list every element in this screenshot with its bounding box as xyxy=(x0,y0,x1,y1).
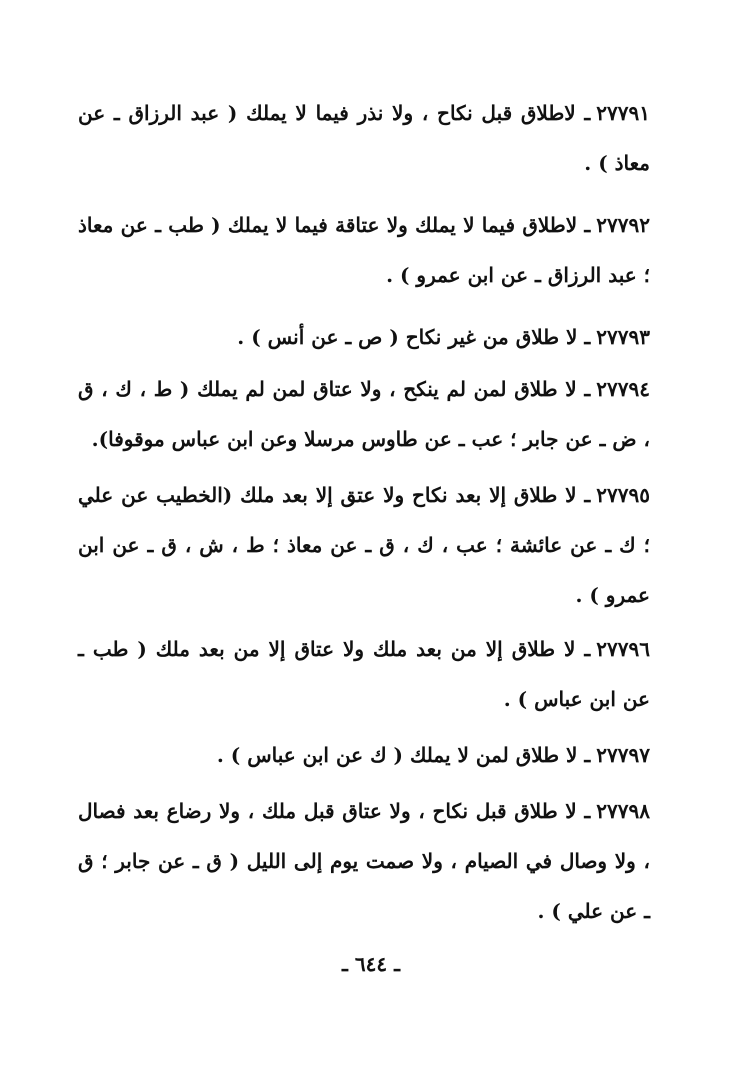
hadith-text: ـ لا طلاق قبل نكاح ، ولا عتاق قبل ملك ، ولا رضاع بعد فصال ، ولا وصال في الصيام ، ولا صمت يوم إلى الليل ( ق ـ عن جابر ؛ ق ـ عن علي ) . xyxy=(78,799,650,923)
hadith-text: ـ لا طلاق لمن لم ينكح ، ولا عتاق لمن لم يملك ( ط ، ك ، ق ، ض ـ عن جابر ؛ عب ـ عن طاوس مرسلا وعن ابن عباس موقوفا). xyxy=(78,377,650,451)
hadith-number: ٢٧٧٩٦ xyxy=(596,637,650,661)
hadith-entry xyxy=(78,364,650,464)
hadith-number: ٢٧٧٩٧ xyxy=(596,743,650,767)
hadith-text: ـ لا طلاق من غير نكاح ( ص ـ عن أنس ) . xyxy=(237,325,591,349)
hadith-entry xyxy=(78,624,650,724)
hadith-entry xyxy=(78,200,650,300)
hadith-entry xyxy=(78,730,650,780)
hadith-number: ٢٧٧٩٨ xyxy=(596,799,650,823)
hadith-text: ـ لا طلاق إلا من بعد ملك ولا عتاق إلا من بعد ملك ( طب ـ عن ابن عباس ) . xyxy=(78,637,650,711)
page-number: ـ ٦٤٤ ـ xyxy=(342,952,400,976)
hadith-number: ٢٧٧٩٢ xyxy=(596,213,650,237)
hadith-number: ٢٧٧٩٣ xyxy=(596,325,650,349)
hadith-entry xyxy=(78,786,650,936)
hadith-text: ـ لا طلاق إلا بعد نكاح ولا عتق إلا بعد ملك (الخطيب عن علي ؛ ك ـ عن عائشة ؛ عب ، ك ، ق ـ عن معاذ ؛ ط ، ش ، ق ـ عن ابن عمرو ) . xyxy=(78,483,650,607)
hadith-text: ـ لاطلاق قبل نكاح ، ولا نذر فيما لا يملك ( عبد الرزاق ـ عن معاذ ) . xyxy=(78,101,650,175)
hadith-entry xyxy=(78,312,650,362)
hadith-number: ٢٧٧٩١ xyxy=(596,101,650,125)
hadith-number: ٢٧٧٩٥ xyxy=(596,483,650,507)
hadith-text: ـ لا طلاق لمن لا يملك ( ك عن ابن عباس ) . xyxy=(216,743,591,767)
hadith-number: ٢٧٧٩٤ xyxy=(596,377,650,401)
hadith-text: ـ لاطلاق فيما لا يملك ولا عتاقة فيما لا يملك ( طب ـ عن معاذ ؛ عبد الرزاق ـ عن ابن عمرو ) . xyxy=(78,213,650,287)
hadith-entry xyxy=(78,88,650,188)
hadith-entry xyxy=(78,470,650,620)
